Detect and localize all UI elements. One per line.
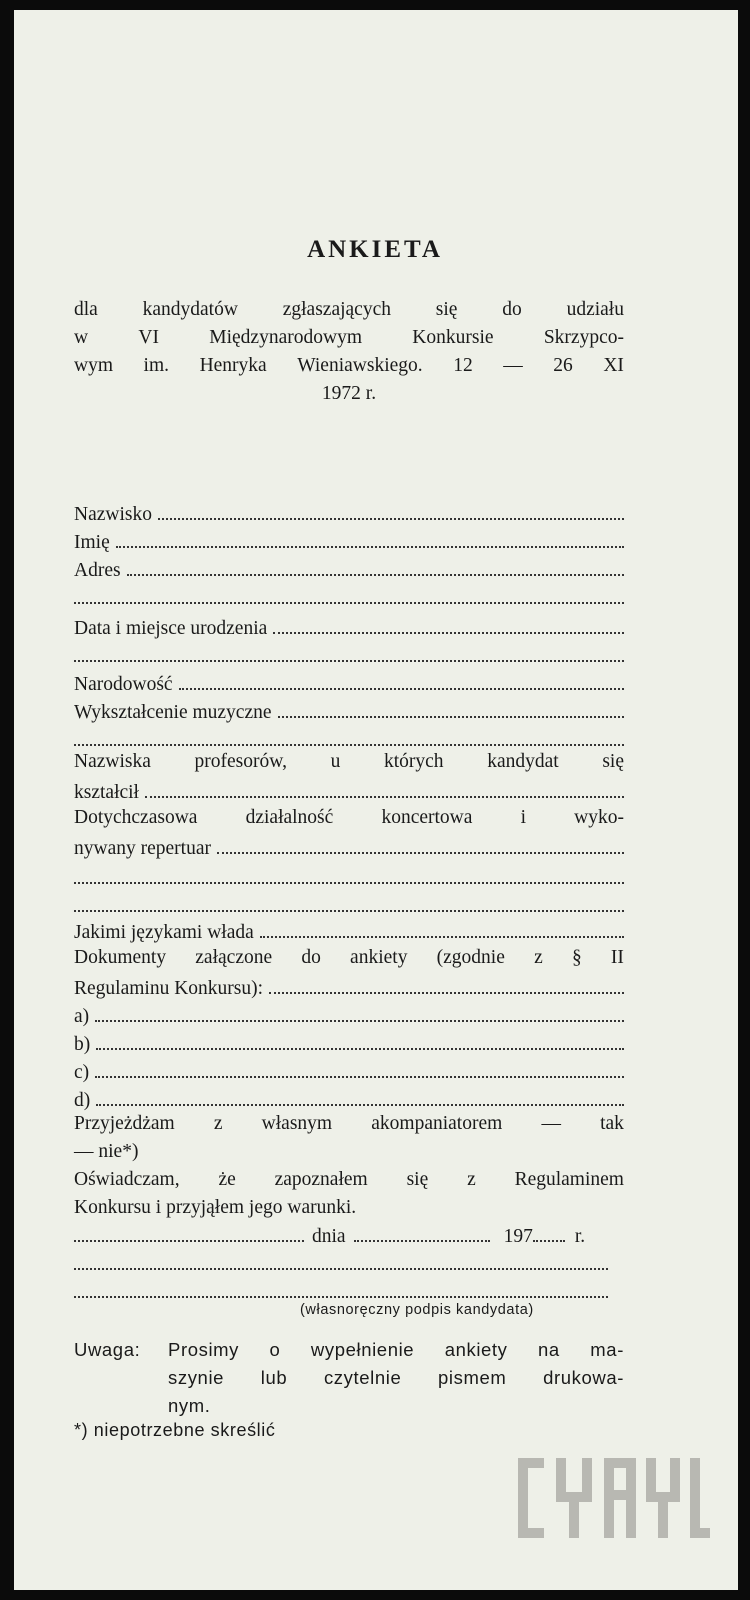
fill-line[interactable] — [217, 832, 624, 854]
fill-line[interactable] — [145, 776, 624, 798]
field-label: Adres — [74, 560, 121, 581]
fill-line[interactable] — [116, 526, 624, 548]
fill-line[interactable] — [74, 640, 624, 662]
field-wyksztalcenie[interactable] — [74, 696, 624, 726]
intro-paragraph — [74, 296, 624, 408]
field-jezyki[interactable] — [74, 916, 624, 946]
year-fill[interactable] — [533, 1222, 565, 1242]
akompaniator-text: Przyjeżdżam z własnym akompaniatorem — tak — nie*) — [74, 1113, 624, 1162]
field-dokument-c[interactable] — [74, 1056, 624, 1086]
field-label: a) — [74, 1006, 90, 1027]
intro-line-2: w VI Międzynarodowym Konkursie Skrzypco- — [74, 327, 624, 348]
intro-line-3: wym im. Henryka Wieniawskiego. 12 — 26 XI — [74, 355, 624, 376]
field-label: nywany repertuar — [74, 838, 211, 859]
field-data-urodzenia[interactable] — [74, 612, 624, 642]
field-nazwisko[interactable] — [74, 498, 624, 528]
field-label: Wykształcenie muzyczne — [74, 702, 272, 723]
fill-line[interactable] — [74, 890, 624, 912]
oswiadczenie-text: Oświadczam, że zapoznałem się z Regulaminem Konkursu i przyjąłem jego warunki. — [74, 1169, 624, 1218]
fill-line[interactable] — [74, 862, 624, 884]
field-adres-continued[interactable] — [74, 582, 624, 604]
field-label: c) — [74, 1062, 90, 1083]
fill-line[interactable] — [95, 1056, 624, 1078]
fill-line[interactable] — [74, 724, 624, 746]
place-fill[interactable] — [74, 1222, 304, 1242]
note-label: Uwaga: — [74, 1339, 141, 1360]
field-label: b) — [74, 1034, 91, 1055]
year-prefix: 197 — [503, 1226, 533, 1247]
fill-line[interactable] — [96, 1028, 624, 1050]
signature-line-1[interactable] — [74, 1248, 608, 1270]
field-label: Data i miejsce urodzenia — [74, 618, 268, 639]
fill-line[interactable] — [278, 696, 624, 718]
field-dzialalnosc-continued-2[interactable] — [74, 890, 624, 912]
fill-line[interactable] — [74, 582, 624, 604]
date-place-line — [74, 1222, 624, 1248]
field-label: d) — [74, 1090, 91, 1111]
field-imie[interactable] — [74, 526, 624, 556]
signature-caption: (własnoręczny podpis kandydata) — [300, 1302, 534, 1318]
field-dokument-a[interactable] — [74, 1000, 624, 1030]
fill-line[interactable] — [179, 668, 624, 690]
field-profesorowie[interactable] — [74, 776, 624, 806]
field-dokument-b[interactable] — [74, 1028, 624, 1058]
field-label: Narodowość — [74, 674, 173, 695]
field-dzialalnosc-continued-1[interactable] — [74, 862, 624, 884]
field-label: Regulaminu Konkursu): — [74, 978, 264, 999]
field-label: Imię — [74, 532, 110, 553]
year-suffix: r. — [574, 1226, 586, 1247]
field-dzialalnosc-label: Dotychczasowa działalność koncertowa i wyko- — [74, 807, 624, 828]
field-profesorowie-label: Nazwiska profesorów, u których kandydat się — [74, 751, 624, 772]
field-dokumenty-label: Dokumenty załączone do ankiety (zgodnie z § II — [74, 947, 624, 968]
fill-line[interactable] — [74, 1276, 608, 1298]
field-data-continued[interactable] — [74, 640, 624, 662]
dnia-label: dnia — [312, 1226, 346, 1247]
field-narodowosc[interactable] — [74, 668, 624, 698]
field-label: Jakimi językami włada — [74, 922, 254, 943]
fill-line[interactable] — [95, 1000, 624, 1022]
fill-line[interactable] — [269, 972, 624, 994]
fill-line[interactable] — [96, 1084, 624, 1106]
fill-line[interactable] — [260, 916, 624, 938]
field-adres[interactable] — [74, 554, 624, 584]
fill-line[interactable] — [273, 612, 624, 634]
fill-line[interactable] — [74, 1248, 608, 1270]
cyryl-logo — [512, 1452, 712, 1544]
note-block: Uwaga: Prosimy o wypełnienie ankiety na ma- szynie lub czytelnie pismem drukowa- nym. — [74, 1336, 624, 1420]
field-dzialalnosc[interactable] — [74, 832, 624, 862]
intro-line-4: 1972 r. — [321, 383, 377, 404]
fill-line[interactable] — [127, 554, 624, 576]
field-label: kształcił — [74, 782, 139, 803]
field-wyksztalcenie-continued[interactable] — [74, 724, 624, 746]
fill-line[interactable] — [158, 498, 624, 520]
page-title: ANKIETA — [307, 236, 443, 263]
intro-line-1: dla kandydatów zgłaszających się do udziału — [74, 299, 624, 320]
signature-line-2[interactable] — [74, 1276, 608, 1298]
field-label: Nazwisko — [74, 504, 152, 525]
day-fill[interactable] — [354, 1222, 490, 1242]
field-dokumenty[interactable] — [74, 972, 624, 1002]
footnote: *) niepotrzebne skreślić — [74, 1420, 276, 1440]
